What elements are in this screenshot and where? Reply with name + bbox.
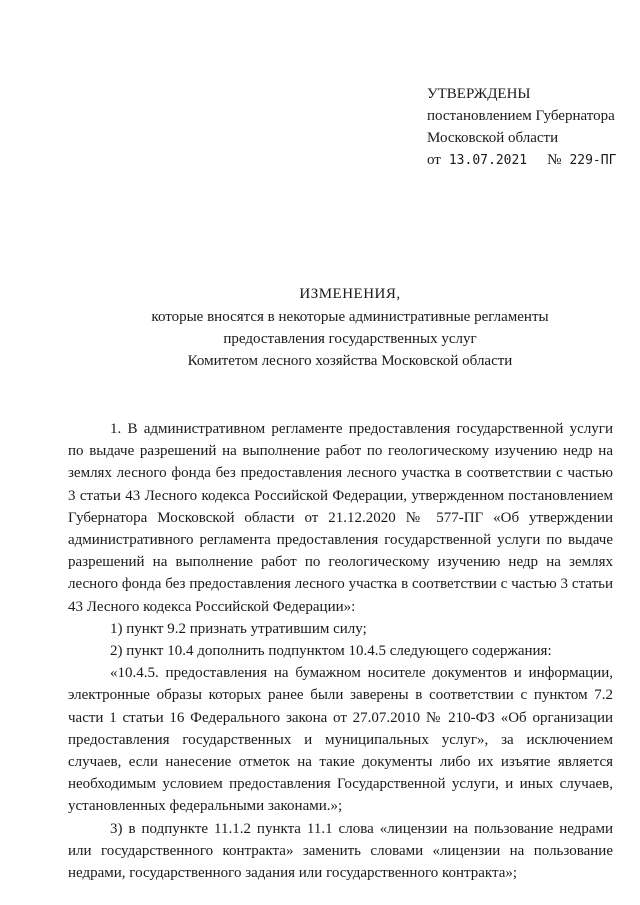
paragraph-3: 2) пункт 10.4 дополнить подпунктом 10.4.5 следующего содержания: bbox=[110, 643, 552, 660]
heading-subtitle-3: Комитетом лесного хозяйства Московской области bbox=[187, 353, 513, 369]
heading-subtitle-2: предоставления государственных услуг bbox=[223, 331, 477, 347]
number-prefix: № bbox=[547, 152, 562, 168]
paragraph-2: 1) пункт 9.2 признать утратившим силу; bbox=[110, 620, 367, 637]
heading-title: ИЗМЕНЕНИЯ, bbox=[299, 286, 401, 302]
approval-number: 229-ПГ bbox=[569, 153, 617, 168]
document-body bbox=[68, 418, 613, 884]
approval-date: 13.07.2021 bbox=[448, 153, 528, 168]
date-prefix: от bbox=[427, 152, 441, 168]
approval-region: Московской области bbox=[427, 130, 559, 146]
approval-date-number bbox=[427, 149, 637, 172]
approval-title: УТВЕРЖДЕНЫ bbox=[427, 86, 531, 102]
heading-subtitle-1: которые вносятся в некоторые административные регламенты bbox=[151, 309, 549, 325]
approval-block bbox=[427, 83, 637, 172]
approval-authority: постановлением Губернатора bbox=[427, 108, 615, 124]
paragraph-4: «10.4.5. предоставления на бумажном носителе документов и информации, электронные образы которых ранее были заверены в соответствии с пунктом 7.2 части 1 статьи 16 Федерального закона от 27.07.2010 № 210-ФЗ «Об организации предоставления государственных и муниципальных услуг», за исключением случаев, если нанесение отметок на такие документы либо их изъятие является необходимым условием предоставления Государственной услуги, и иных случаев, установленных федеральными законами.»; bbox=[68, 665, 613, 815]
document-heading bbox=[60, 283, 640, 372]
paragraph-5: 3) в подпункте 11.1.2 пункта 11.1 слова «лицензии на пользование недрами или государственного контракта» заменить словами «лицензии на пользование недрами, государственного задания или государственного контракта»; bbox=[68, 820, 613, 882]
paragraph-1: 1. В административном регламенте предоставления государственной услуги по выдаче разрешений на выполнение работ по геологическому изучению недр на землях лесного фонда без предоставления лесного участка в соответствии с частью 3 статьи 43 Лесного кодекса Российской Федерации, утвержденном постановлением Губернатора Московской области от 21.12.2020 № 577-ПГ «Об утверждении административного регламента предоставления государственной услуги по выдаче разрешений на выполнение работ по геологическому изучению недр на землях лесного фонда без предоставления лесного участка в соответствии с частью 3 статьи 43 Лесного кодекса Российской Федерации»: bbox=[68, 421, 613, 615]
